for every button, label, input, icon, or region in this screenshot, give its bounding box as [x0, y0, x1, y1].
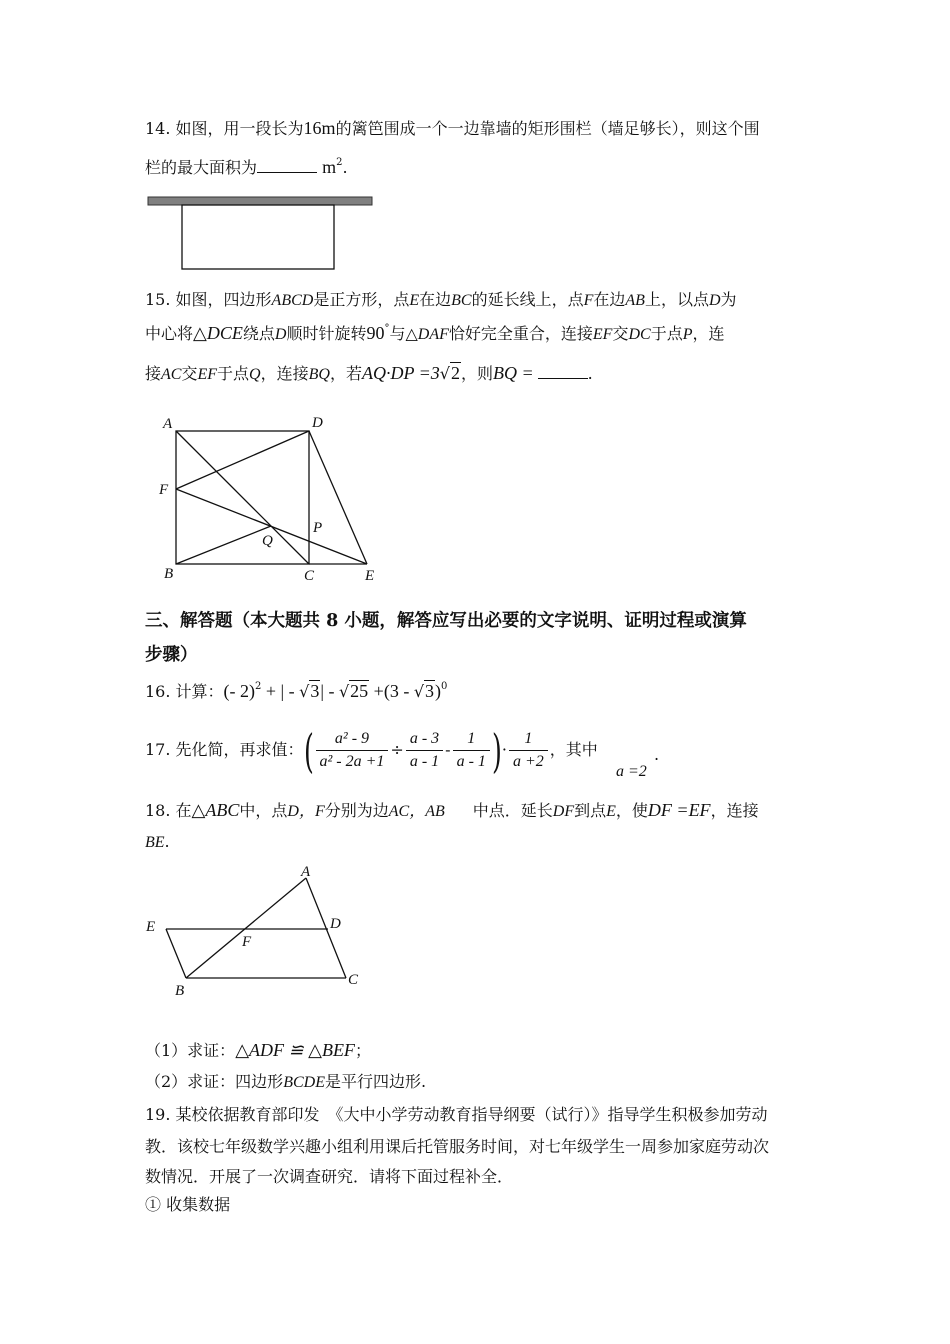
fig14-fence-rect — [182, 205, 334, 269]
q15-line3 — [145, 362, 593, 385]
q18-t5: 到点 — [574, 801, 607, 820]
q17-frac2-den: a - 1 — [409, 753, 440, 770]
q17-op-dot: · — [501, 740, 507, 759]
q14-text: 14. 如图，用一段长为 — [145, 119, 304, 138]
q15-f: F — [583, 292, 594, 309]
q19-line3: 数情况．开展了一次调查研究．请将下面过程补全． — [145, 1167, 514, 1186]
q15-t18: 于点 — [217, 364, 250, 383]
fig15-label-b: B — [164, 566, 174, 582]
section3-title-line1: 三、解答题（本大题共 8 小题，解答应写出必要的文字说明、证明过程或演算 — [145, 611, 747, 631]
fig18-label-e: E — [146, 919, 156, 935]
q19-line2: 教．该校七年级数学兴趣小组利用课后托管服务时间，对七年级学生一周参加家庭劳动次 — [145, 1137, 770, 1156]
q18-be: BE — [145, 834, 165, 851]
q17-line — [145, 724, 598, 776]
fig15-square-diagram — [155, 410, 385, 588]
q18-p1-label: （1）求证： — [145, 1041, 236, 1060]
q18-end: . — [164, 832, 170, 851]
q14-end: . — [342, 158, 348, 177]
q15-dce: △DCE — [193, 323, 243, 343]
q15-t9: 绕点 — [242, 324, 275, 343]
q17-frac1 — [316, 729, 389, 772]
q18-part2 — [145, 1072, 426, 1093]
q15-t15: ，连 — [692, 324, 725, 343]
q17-frac4-den: a +2 — [512, 753, 544, 770]
fig18-label-d: D — [330, 916, 341, 932]
fig15-label-p: P — [313, 520, 323, 536]
q18-p2-label: （2）求证：四边形 — [145, 1072, 284, 1091]
q15-sqrt-sign: √ — [439, 364, 450, 383]
q17-paren-left: ( — [303, 723, 314, 778]
q15-sqrt-value: 2 — [450, 363, 460, 383]
q18-e: E — [606, 803, 616, 820]
q17-frac3-num: 1 — [453, 729, 490, 751]
q18-t1: 18. 在 — [145, 801, 192, 820]
section3-title-line2: 步骤） — [145, 645, 198, 665]
q16-e4: +(3 - — [369, 681, 414, 701]
q17-frac3 — [453, 729, 490, 772]
q15-t2: 是正方形，点 — [313, 290, 410, 309]
q17-frac4-num: 1 — [509, 729, 548, 751]
q18-t3: 分别为边 — [324, 801, 389, 820]
q15-t7: 为 — [720, 290, 737, 309]
q15-abcd: ABCD — [271, 292, 314, 309]
q16-sqrt-sign2: √ — [338, 682, 350, 701]
fig15-label-a: A — [163, 416, 173, 432]
q18-t6: ，使 — [615, 801, 648, 820]
fig18-seg-ab — [186, 878, 306, 978]
q18-part1 — [145, 1040, 371, 1061]
q19-line1: 19. 某校依据教育部印发 《大中小学劳动教育指导纲要（试行）》指导学生积极参加劳动 — [145, 1105, 768, 1124]
q18-t4: 中点．延长 — [472, 801, 553, 820]
q15-dc: DC — [628, 326, 651, 343]
q17-frac1-num: a² - 9 — [316, 729, 389, 751]
q15-t14: 于点 — [650, 324, 683, 343]
q16-label: 16. 计算： — [145, 682, 224, 701]
q18-t7: ，连接 — [710, 801, 759, 820]
q15-bc: BC — [451, 292, 472, 309]
q18-p2-end: 是平行四边形. — [324, 1072, 427, 1091]
q18-p1-end: ； — [354, 1041, 371, 1060]
fig18-label-b: B — [175, 983, 185, 999]
q14-line2 — [145, 156, 348, 178]
fig18-triangle-diagram — [140, 858, 380, 1003]
q17-end: . — [654, 745, 660, 764]
fig14-fence-diagram — [145, 194, 375, 274]
q18-acab: AC，AB — [388, 803, 445, 820]
q15-t8: 中心将 — [145, 324, 194, 343]
q18-t2: 中，点 — [239, 801, 288, 820]
q15-answer-blank[interactable] — [538, 362, 588, 379]
q15-daf: DAF — [417, 326, 449, 343]
q16-sqrt-sign1: √ — [299, 682, 310, 701]
q17-frac3-den: a - 1 — [456, 753, 486, 770]
q16-root3: 3 — [425, 681, 435, 701]
q14-text3: 栏的最大面积为 — [145, 158, 258, 177]
q15-d2: D — [274, 326, 287, 343]
q15-t20: ，若 — [329, 364, 362, 383]
q15-bq2: BQ = — [493, 363, 534, 383]
q15-t16: 接 — [145, 364, 162, 383]
q16-root1: 3 — [310, 681, 320, 701]
q17-op-minus: - — [445, 740, 451, 759]
q14-unit: m — [322, 157, 337, 177]
q15-condition: AQ·DP =3 — [361, 363, 440, 383]
fig15-label-q: Q — [262, 533, 273, 549]
q15-t4: 的延长线上，点 — [471, 290, 584, 309]
q15-t17: 交 — [181, 364, 198, 383]
fig15-label-c: C — [304, 568, 315, 584]
q15-e: E — [409, 292, 420, 309]
q15-t3: 在边 — [419, 290, 452, 309]
fig15-seg-fd — [176, 431, 309, 489]
fig18-label-c: C — [348, 972, 359, 988]
q15-t5: 在边 — [593, 290, 626, 309]
q16-e5: ) — [435, 681, 442, 701]
q15-q: Q — [249, 366, 261, 383]
q15-t19: ，连接 — [260, 364, 309, 383]
q14-unit-exp: 2 — [336, 157, 343, 168]
q15-line1 — [145, 290, 737, 311]
q16-e5-sup: 0 — [441, 681, 448, 692]
q18-df: D，F — [287, 803, 325, 820]
q16-sqrt-sign3: √ — [413, 682, 425, 701]
q15-ef: EF — [592, 326, 613, 343]
q15-t12: 恰好完全重合，连接 — [448, 324, 593, 343]
q16-e3: | - — [320, 681, 339, 701]
q18-eq: DF =EF — [647, 800, 711, 820]
q17-frac4 — [509, 729, 548, 772]
q15-deg-sup: ° — [384, 323, 390, 334]
q14-answer-blank[interactable] — [257, 156, 317, 173]
q17-where: ，其中 — [549, 740, 598, 759]
fig18-label-f: F — [242, 934, 252, 950]
fig15-seg-bq — [176, 526, 271, 564]
q15-end: . — [587, 364, 593, 383]
q15-ac: AC — [161, 366, 182, 383]
q18-p1-formula: △ADF ≌ △BEF — [235, 1040, 355, 1060]
q16-e2: + | - — [261, 681, 300, 701]
q15-t13: 交 — [612, 324, 629, 343]
fig18-seg-eb — [166, 929, 186, 978]
q18-df2: DF — [552, 803, 575, 820]
q15-t11: 与△ — [389, 324, 418, 343]
q14-length: 16m — [303, 118, 336, 138]
q15-bq: BQ — [308, 366, 330, 383]
q17-value: a =2 — [616, 763, 647, 780]
q15-d: D — [708, 292, 721, 309]
q15-t6: 上，以点 — [644, 290, 709, 309]
q15-ab: AB — [625, 292, 645, 309]
q17-frac1-den: a² - 2a +1 — [319, 753, 385, 770]
q15-t10: 顺时针旋转 — [286, 324, 367, 343]
q16-e1-sup: 2 — [255, 681, 262, 692]
q15-ef2: EF — [197, 366, 218, 383]
q15-line2 — [145, 323, 725, 345]
q19-line4: ① 收集数据 — [145, 1195, 231, 1214]
fig14-wall — [148, 197, 372, 205]
q17-frac2-num: a - 3 — [406, 729, 443, 751]
q18-line1 — [145, 800, 759, 822]
q16-line — [145, 681, 447, 702]
q17-label: 17. 先化简，再求值： — [145, 740, 304, 759]
q18-abc: △ABC — [191, 800, 240, 820]
q17-frac2 — [406, 729, 443, 772]
q15-t21: ，则 — [460, 364, 493, 383]
q15-p: P — [682, 326, 693, 343]
q16-e1: (- 2) — [223, 681, 256, 701]
q15-deg: 90 — [366, 323, 385, 343]
fig15-label-f: F — [159, 482, 169, 498]
fig15-label-e: E — [365, 568, 375, 584]
fig15-label-d: D — [312, 415, 323, 431]
q15-t1: 15. 如图，四边形 — [145, 290, 272, 309]
q16-root2: 25 — [350, 681, 369, 701]
q14-text2: 的篱笆围成一个一边靠墙的矩形围栏（墙足够长），则这个围 — [335, 119, 760, 138]
fig18-label-a: A — [301, 864, 311, 880]
q14-line1 — [145, 118, 760, 139]
q18-line2 — [145, 832, 170, 853]
q17-op-div: ÷ — [390, 740, 404, 759]
q17-paren-right: ) — [491, 723, 502, 778]
q18-p2-bcde: BCDE — [283, 1074, 325, 1091]
